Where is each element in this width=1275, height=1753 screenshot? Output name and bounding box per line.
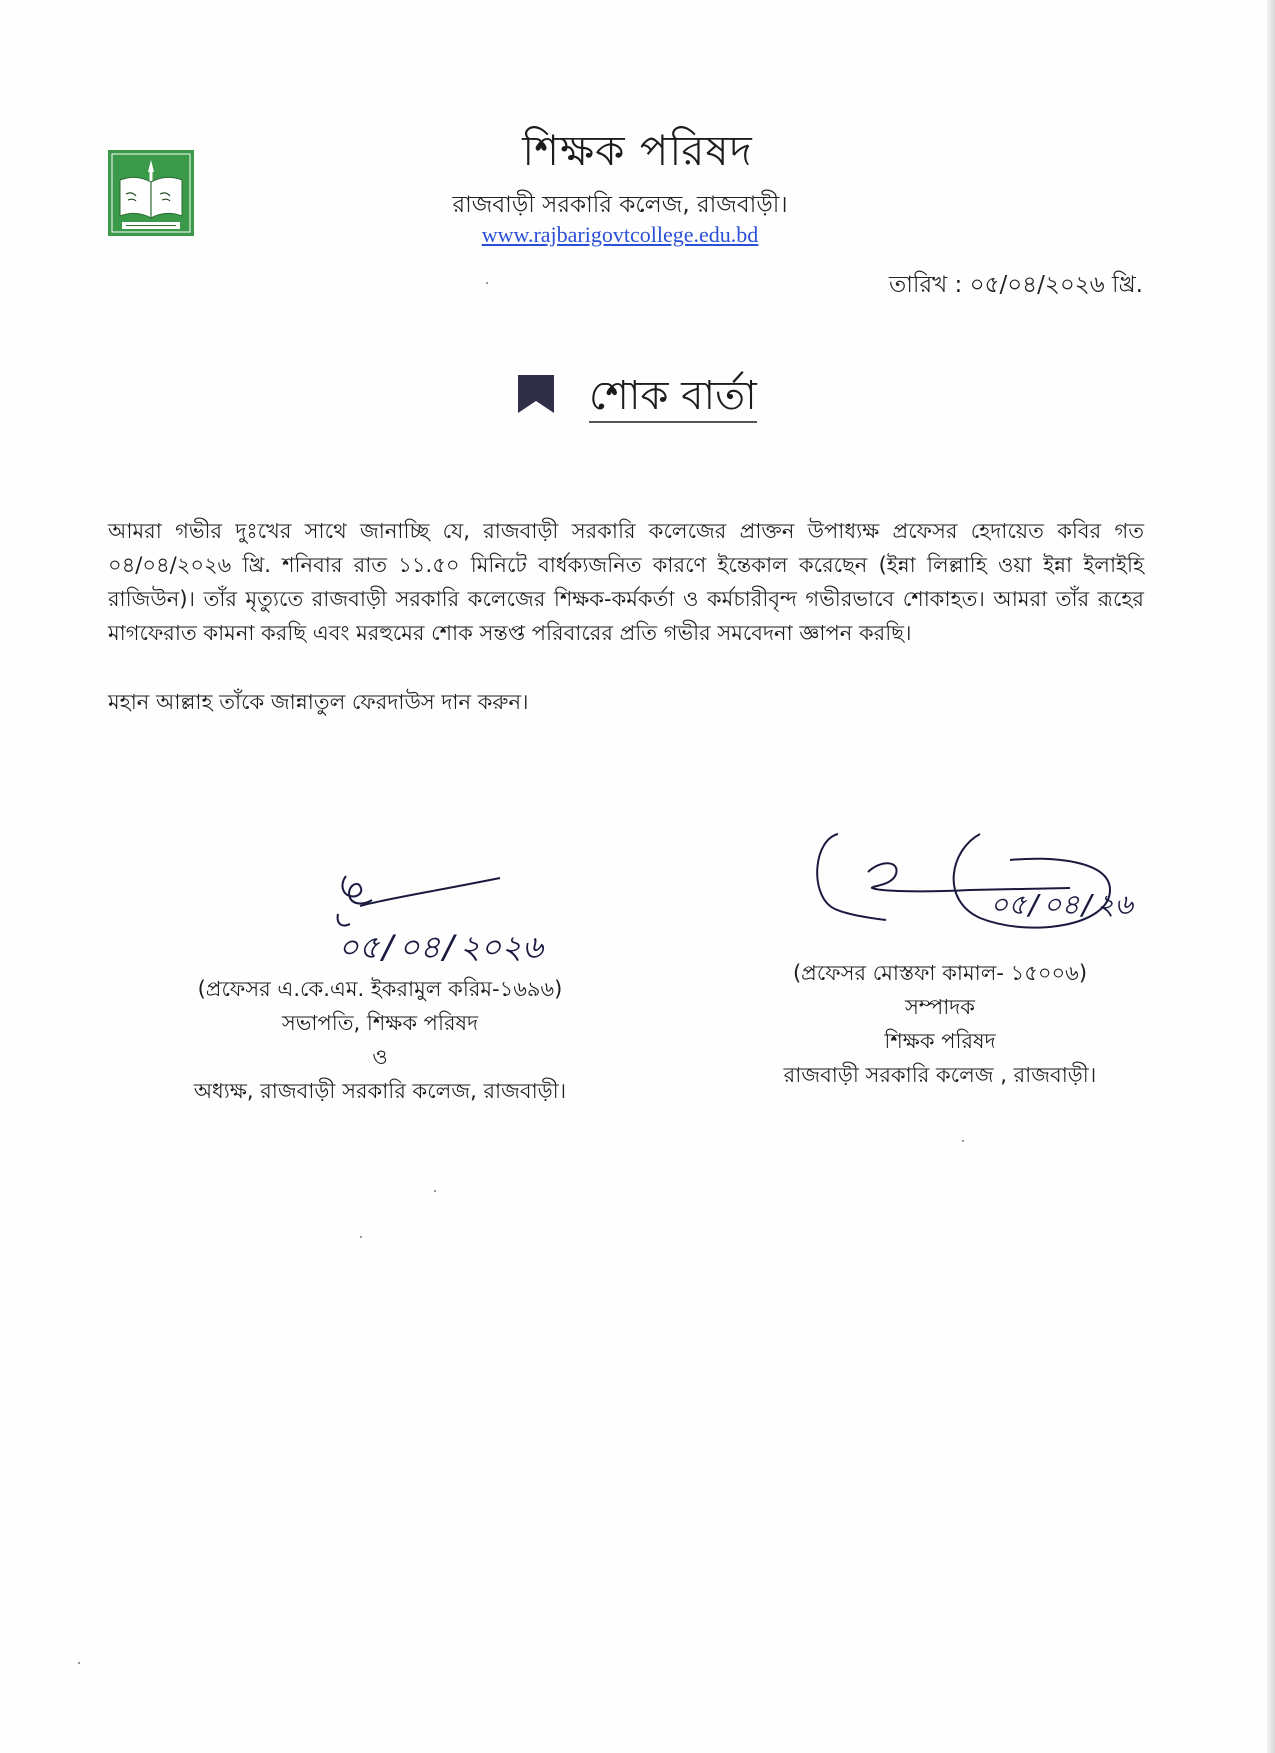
svg-text:০৫/০৪/২৬: ০৫/০৪/২৬ [990, 888, 1133, 921]
scan-speck [78, 1662, 80, 1664]
flag-icon [518, 375, 554, 413]
council-title: শিক্ষক পরিষদ [522, 126, 753, 175]
issue-date: তারিখ : ০৫/০৪/২০২৬ খ্রি. [888, 272, 1143, 298]
signatory-right-institution: রাজবাড়ী সরকারি কলেজ , রাজবাড়ী। [783, 1063, 1097, 1087]
condolence-paragraph: আমরা গভীর দুঃখের সাথে জানাচ্ছি যে, রাজবাড়ী সরকারি কলেজের প্রাক্তন উপাধ্যক্ষ প্রফেসর হেদায়েত কবির গত ০৪/০৪/২০২৬ খ্রি. শনিবার রাত ১১.৫০ মিনিটে বার্ধক্যজনিত কারণে ইন্তেকাল করেছেন (ইন্না লিল্লাহি ওয়া ইন্না ইলাইহি রাজিউন)। তাঁর মৃত্যুতে রাজবাড়ী সরকারি কলেজের শিক্ষক-কর্মকর্তা ও কর্মচারীবৃন্দ গভীরভাবে শোকাহত। আমরা তাঁর রূহের মাগফেরাত কামনা করছি এবং মরহুমের শোক সন্তপ্ত পরিবারের প্রতি গভীর সমবেদনা জ্ঞাপন করছি। [108, 519, 1144, 645]
signature-right [810, 830, 1170, 940]
signatory-right-council: শিক্ষক পরিষদ [884, 1029, 996, 1053]
signatory-left-role2: অধ্যক্ষ, রাজবাড়ী সরকারি কলেজ, রাজবাড়ী। [193, 1079, 567, 1103]
notice-heading [0, 364, 1275, 431]
signatory-left-role: সভাপতি, শিক্ষক পরিষদ [281, 1011, 479, 1035]
scan-speck [360, 1236, 362, 1238]
signature-left [320, 870, 550, 980]
signatory-left [160, 972, 600, 1108]
notice-title: শোক বার্তা [589, 373, 757, 423]
signatory-right-role: সম্পাদক [904, 995, 976, 1019]
institution-name: রাজবাড়ী সরকারি কলেজ, রাজবাড়ী। [452, 192, 788, 218]
svg-text:০৫/০৪/২০২৬: ০৫/০৪/২০২৬ [338, 928, 543, 966]
website-link[interactable]: www.rajbarigovtcollege.edu.bd [481, 222, 759, 247]
scan-speck [486, 282, 488, 284]
signatory-left-name: (প্রফেসর এ.কে.এম. ইকরামুল করিম-১৬৯৬) [197, 977, 563, 1001]
scan-speck [962, 1140, 964, 1142]
signatory-right-name: (প্রফেসর মোস্তফা কামাল- ১৫০০৬) [792, 961, 1088, 985]
scan-edge [1267, 0, 1275, 1753]
prayer-line: মহান আল্লাহ তাঁকে জান্নাতুল ফেরদাউস দান করুন। [108, 690, 529, 714]
signatory-left-conjunction: ও [372, 1045, 388, 1069]
scan-speck [434, 1190, 436, 1192]
signatory-right [760, 956, 1120, 1092]
